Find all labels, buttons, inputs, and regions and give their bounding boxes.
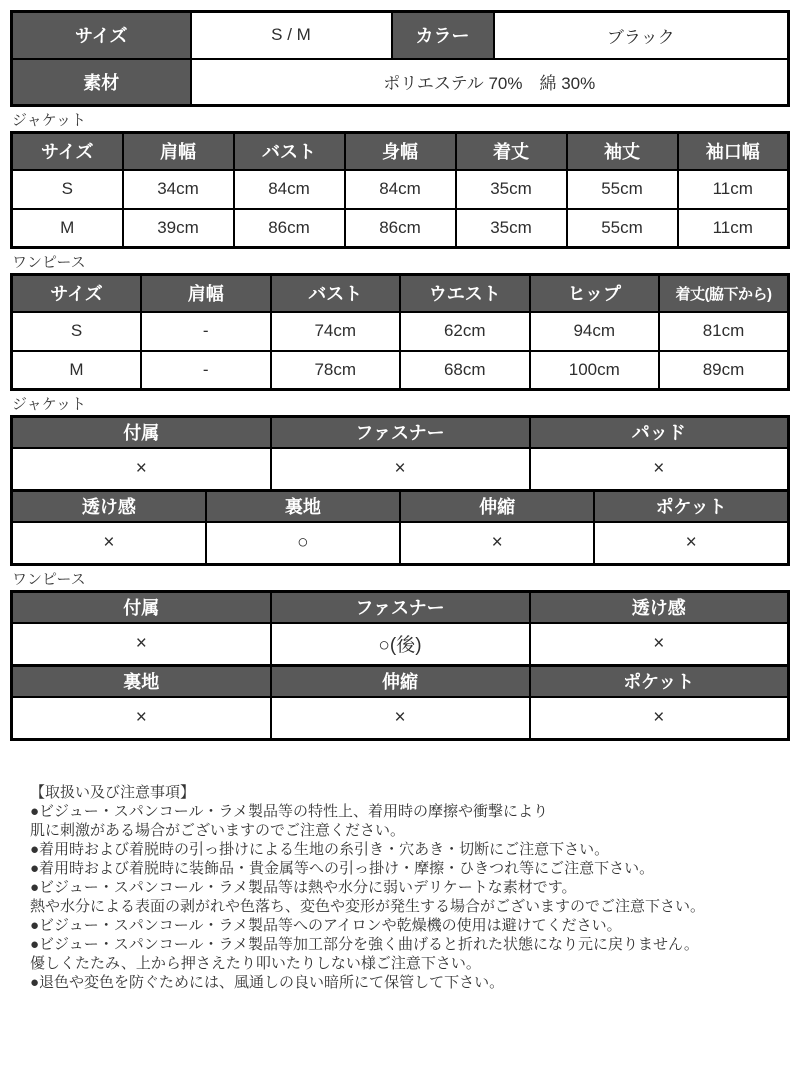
measure-cell: 11cm — [678, 170, 789, 209]
dress-spec-title: ワンピース — [12, 571, 86, 588]
measure-cell: 55cm — [567, 209, 678, 248]
spec-header: 裏地 — [206, 491, 400, 522]
note-line: ●ビジュー・スパンコール・ラメ製品等の特性上、着用時の摩擦や衝撃により — [30, 803, 549, 820]
measure-cell: 34cm — [123, 170, 234, 209]
jacket-size-title: ジャケット — [12, 112, 86, 129]
spec-value: × — [271, 697, 530, 740]
spec-value: × — [530, 448, 789, 491]
spec-value: × — [530, 623, 789, 666]
measure-cell: 11cm — [678, 209, 789, 248]
spec-value: × — [12, 448, 271, 491]
dress-spec-part2 — [10, 664, 790, 741]
spec-header: 透け感 — [530, 592, 789, 623]
measure-cell: 55cm — [567, 170, 678, 209]
spec-header: 伸縮 — [271, 666, 530, 697]
column-header: ヒップ — [530, 275, 660, 312]
dress-spec-part1 — [10, 590, 790, 667]
measure-cell: 86cm — [234, 209, 345, 248]
measure-cell: 35cm — [456, 170, 567, 209]
note-line: ●ビジュー・スパンコール・ラメ製品等へのアイロンや乾燥機の使用は避けてください。 — [30, 917, 622, 934]
spec-header: ポケット — [594, 491, 788, 522]
spec-header: ファスナー — [271, 592, 530, 623]
spec-header: 透け感 — [12, 491, 206, 522]
material-value-cell: ポリエステル 70% 綿 30% — [191, 59, 789, 106]
spec-value: × — [12, 697, 271, 740]
note-line: ●ビジュー・スパンコール・ラメ製品等加工部分を強く曲げると折れた状態になり元に戻りません。 — [30, 936, 699, 953]
spec-header: 付属 — [12, 592, 271, 623]
column-header: バスト — [234, 133, 345, 170]
table-row — [12, 623, 789, 666]
jacket-spec-table — [10, 415, 790, 566]
measure-cell: 35cm — [456, 209, 567, 248]
size-cell: S — [12, 312, 142, 351]
measure-cell: - — [141, 312, 271, 351]
measure-cell: 89cm — [659, 351, 789, 390]
spec-header: ファスナー — [271, 417, 530, 448]
column-header: 肩幅 — [123, 133, 234, 170]
measure-cell: - — [141, 351, 271, 390]
measure-cell: 74cm — [271, 312, 401, 351]
size-cell: M — [12, 209, 123, 248]
note-line: ●着用時および着脱時に装飾品・貴金属等への引っ掛け・摩擦・ひきつれ等にご注意下さい。 — [30, 860, 655, 877]
dress-spec-table — [10, 590, 790, 741]
column-header: 袖丈 — [567, 133, 678, 170]
column-header: サイズ — [12, 275, 142, 312]
measure-cell: 81cm — [659, 312, 789, 351]
note-line: ●退色や変色を防ぐためには、風通しの良い暗所にて保管して下さい。 — [30, 974, 505, 991]
measure-cell: 94cm — [530, 312, 660, 351]
spec-value: × — [594, 522, 788, 565]
column-header: サイズ — [12, 133, 123, 170]
dress-size-table — [10, 273, 790, 391]
spec-header: ポケット — [530, 666, 789, 697]
column-header: 肩幅 — [141, 275, 271, 312]
table-row — [12, 170, 789, 209]
jacket-spec-title: ジャケット — [12, 396, 86, 413]
size-cell: M — [12, 351, 142, 390]
measure-cell: 84cm — [345, 170, 456, 209]
size-cell: S — [12, 170, 123, 209]
spec-header: 裏地 — [12, 666, 271, 697]
measure-cell: 78cm — [271, 351, 401, 390]
table-row — [12, 697, 789, 740]
table-row — [12, 448, 789, 491]
spec-value: ○(後) — [271, 623, 530, 666]
note-line: 優しくたたみ、上から押さえたり叩いたりしない様ご注意下さい。 — [30, 955, 481, 972]
column-header: 袖口幅 — [678, 133, 789, 170]
column-header: バスト — [271, 275, 401, 312]
color-value-cell: ブラック — [494, 12, 789, 59]
measure-cell: 84cm — [234, 170, 345, 209]
color-label-cell: カラー — [392, 12, 494, 59]
measure-cell: 68cm — [400, 351, 530, 390]
jacket-size-table — [10, 131, 790, 249]
column-header: ウエスト — [400, 275, 530, 312]
care-notes — [30, 783, 790, 992]
column-header: 着丈 — [456, 133, 567, 170]
measure-cell: 39cm — [123, 209, 234, 248]
note-line: 熱や水分による表面の剥がれや色落ち、変色や変形が発生する場合がございますのでご注意下さい。 — [30, 898, 706, 915]
material-label-cell: 素材 — [12, 59, 191, 106]
spec-value: × — [12, 623, 271, 666]
note-line: ●ビジュー・スパンコール・ラメ製品等は熱や水分に弱いデリケートな素材です。 — [30, 879, 577, 896]
spec-value: × — [530, 697, 789, 740]
spec-header: 付属 — [12, 417, 271, 448]
spec-header: 伸縮 — [400, 491, 594, 522]
spec-value: ○ — [206, 522, 400, 565]
dress-size-title: ワンピース — [12, 254, 86, 271]
table-row — [12, 209, 789, 248]
product-summary-table — [10, 10, 790, 107]
table-row — [12, 522, 789, 565]
measure-cell: 62cm — [400, 312, 530, 351]
column-header: 着丈(脇下から) — [659, 275, 789, 312]
spec-value: × — [400, 522, 594, 565]
spec-value: × — [271, 448, 530, 491]
size-value-cell: S / M — [191, 12, 392, 59]
table-row — [12, 312, 789, 351]
jacket-spec-part2 — [10, 489, 790, 566]
spec-value: × — [12, 522, 206, 565]
note-line: ●着用時および着脱時の引っ掛けによる生地の糸引き・穴あき・切断にご注意下さい。 — [30, 841, 610, 858]
measure-cell: 86cm — [345, 209, 456, 248]
jacket-spec-part1 — [10, 415, 790, 492]
note-line: 肌に刺激がある場合がございますのでご注意ください。 — [30, 822, 406, 839]
measure-cell: 100cm — [530, 351, 660, 390]
size-label-cell: サイズ — [12, 12, 191, 59]
column-header: 身幅 — [345, 133, 456, 170]
spec-header: パッド — [530, 417, 789, 448]
care-notes-title: 【取扱い及び注意事項】 — [30, 784, 196, 801]
table-row — [12, 351, 789, 390]
